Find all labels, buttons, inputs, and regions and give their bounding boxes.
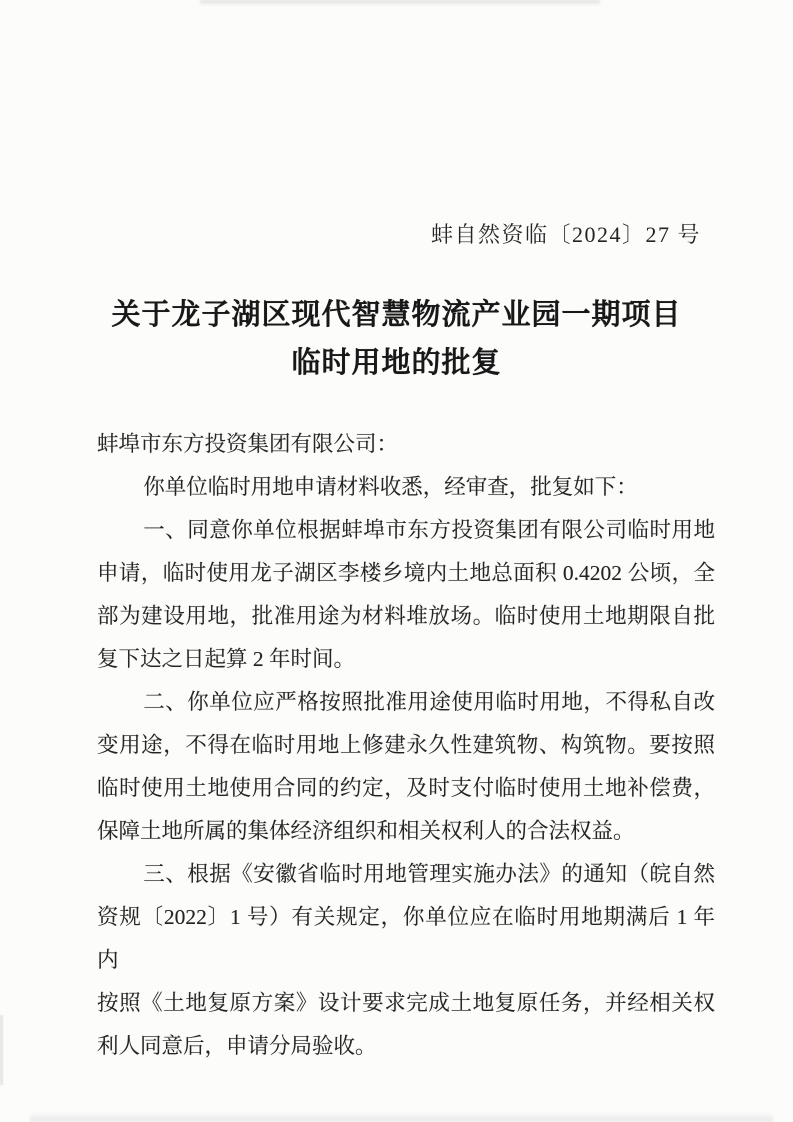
document-line: 申请，临时使用龙子湖区李楼乡境内土地总面积 0.4202 公顷，全 [97, 561, 715, 585]
document-line: 利人同意后，申请分局验收。 [97, 1034, 377, 1058]
document-line: 你单位临时用地申请材料收悉，经审查，批复如下： [143, 475, 638, 499]
document-body [97, 423, 715, 1068]
document-line: 三、根据《安徽省临时用地管理实施办法》的通知（皖自然 [143, 862, 715, 886]
document-line: 资规〔2022〕1 号）有关规定，你单位应在临时用地期满后 1 年内 [97, 905, 715, 972]
document-number: 蚌自然资临〔2024〕27 号 [430, 222, 701, 247]
document-line: 二、你单位应严格按照批准用途使用临时用地，不得私自改 [143, 690, 715, 714]
scan-artifact-left [0, 1015, 3, 1085]
document-title-line-1: 关于龙子湖区现代智慧物流产业园一期项目 [111, 299, 682, 331]
document-line: 一、同意你单位根据蚌埠市东方投资集团有限公司临时用地 [143, 518, 715, 542]
document-line: 变用途，不得在临时用地上修建永久性建筑物、构筑物。要按照 [97, 733, 715, 757]
document-line: 保障土地所属的集体经济组织和相关权利人的合法权益。 [97, 819, 635, 843]
document-title [0, 291, 793, 387]
scan-artifact-bottom [30, 1112, 773, 1122]
document-line: 按照《土地复原方案》设计要求完成土地复原任务，并经相关权 [97, 991, 715, 1015]
document-line: 部为建设用地，批准用途为材料堆放场。临时使用土地期限自批 [97, 604, 715, 628]
scan-artifact-top [200, 0, 600, 6]
document-title-line-2: 临时用地的批复 [291, 347, 502, 379]
document-line: 复下达之日起算 2 年时间。 [97, 647, 356, 671]
document-line: 蚌埠市东方投资集团有限公司： [97, 432, 399, 456]
document-line: 临时使用土地使用合同的约定，及时支付临时使用土地补偿费， [97, 776, 715, 800]
